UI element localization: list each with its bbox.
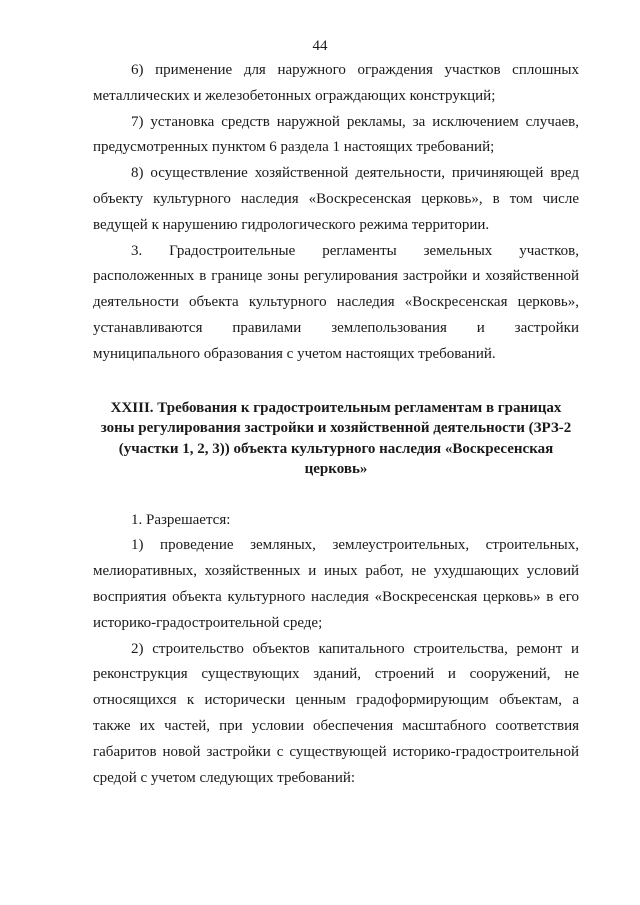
paragraph-clause-3: 3. Градостроительные регламенты земельных участков, расположенных в границе зоны регулирования застройки и хозяйственной деятельности объекта культурного наследия «Воскресенская церковь», устанавливаются правилами землепользования и застройки муниципального образования с учетом настоящих требований. bbox=[93, 242, 579, 362]
paragraph-item-1: 1) проведение земляных, землеустроительных, строительных, мелиоративных, хозяйственных и иных работ, не ухудшающих условий восприятия объекта культурного наследия «Воскресенская церковь» в его историко-градостроительной среде; bbox=[93, 537, 579, 631]
spacer bbox=[93, 368, 579, 398]
paragraph-item-7: 7) установка средств наружной рекламы, за исключением случаев, предусмотренных пунктом 6 раздела 1 настоящих требований; bbox=[93, 113, 579, 156]
paragraph-item-2: 2) строительство объектов капитального строительства, ремонт и реконструкция существующих зданий, строений и сооружений, не относящихся к исторически ценным градоформирующим объектам, а также их частей, при условии обеспечения масштабного соответствия габаритов новой застройки с существующей историко-градостроительной средой с учетом следующих требований: bbox=[93, 640, 579, 786]
spacer bbox=[93, 480, 579, 508]
paragraph-item-8: 8) осуществление хозяйственной деятельности, причиняющей вред объекту культурного наследия «Воскресенская церковь», в том числе ведущей к нарушению гидрологического режима территории. bbox=[93, 165, 579, 233]
paragraph-clause-1: 1. Разрешается: bbox=[131, 511, 231, 528]
page-number: 44 bbox=[312, 38, 328, 54]
document-body bbox=[93, 58, 579, 791]
section-heading: XXIII. Требования к градостроительным регламентам в границах зоны регулирования застройки и хозяйственной деятельности (ЗРЗ-2 (участки 1, 2, 3)) объекта культурного наследия «Воскресенская церковь» bbox=[100, 399, 572, 478]
paragraph-item-6: 6) применение для наружного ограждения участков сплошных металлических и железобетонных ограждающих конструкций; bbox=[93, 62, 579, 104]
